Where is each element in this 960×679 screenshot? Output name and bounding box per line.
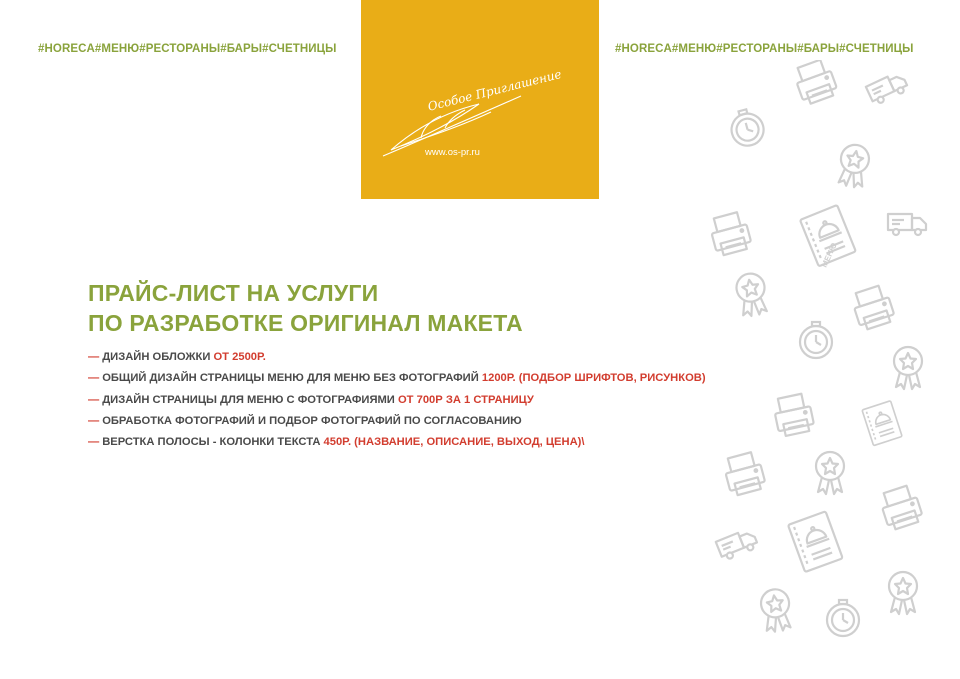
service-text: ВЕРСТКА ПОЛОСЫ - КОЛОНКИ ТЕКСТА (102, 436, 324, 449)
printer-icon (772, 393, 815, 438)
heading-line-1: ПРАЙС-ЛИСТ НА УСЛУГИ (88, 280, 379, 306)
truck-icon (888, 214, 926, 235)
badge-icon (836, 143, 871, 189)
service-text: ДИЗАЙН СТРАНИЦЫ ДЛЯ МЕНЮ С ФОТОГРАФИЯМИ (102, 393, 398, 406)
dash: — (88, 372, 100, 385)
service-text: ДИЗАЙН ОБЛОЖКИ (102, 351, 214, 363)
dash: — (88, 351, 100, 363)
badge-icon (889, 572, 917, 614)
service-item (88, 347, 706, 368)
logo-script-text: Особое Приглашение (426, 67, 563, 114)
hashtags-left: #HORECA#МЕНЮ#РЕСТОРАНЫ#БАРЫ#СЧЕТНИЦЫ (38, 43, 337, 55)
service-item (88, 411, 706, 432)
printer-icon (850, 284, 896, 331)
decorative-icons (700, 60, 950, 660)
service-text: ОБЩИЙ ДИЗАЙН СТРАНИЦЫ МЕНЮ ДЛЯ МЕНЮ БЕЗ ФОТОГРАФИЙ (102, 372, 482, 385)
badge-icon (816, 452, 844, 494)
page-heading (88, 278, 523, 338)
printer-icon (708, 211, 753, 257)
clock-icon (727, 106, 767, 149)
service-item (88, 432, 706, 453)
menu-label: МЕНЮ (819, 241, 839, 269)
clock-icon (800, 322, 832, 358)
hashtags-right: #HORECA#МЕНЮ#РЕСТОРАНЫ#БАРЫ#СЧЕТНИЦЫ (615, 43, 914, 55)
logo-block (361, 0, 599, 199)
logo-url: www.os-pr.ru (425, 147, 480, 158)
service-price: ОТ 2500Р. (213, 351, 266, 363)
truck-icon (866, 71, 909, 106)
menu-book-icon (862, 401, 902, 446)
service-price: 450Р. (НАЗВАНИЕ, ОПИСАНИЕ, ВЫХОД, ЦЕНА)\ (323, 436, 585, 449)
service-text: ОБРАБОТКА ФОТОГРАФИЙ И ПОДБОР ФОТОГРАФИЙ ПО СОГЛАСОВАНИЮ (102, 414, 522, 427)
printer-icon (722, 451, 767, 497)
dash: — (88, 393, 100, 406)
badge-icon (734, 271, 769, 317)
service-price: ОТ 700Р ЗА 1 СТРАНИЦУ (397, 393, 534, 406)
heading-line-2: ПО РАЗРАБОТКЕ ОРИГИНАЛ МАКЕТА (88, 310, 523, 336)
printer-icon (878, 484, 924, 531)
clock-icon (827, 600, 859, 636)
service-item (88, 368, 706, 389)
printer-icon (792, 60, 839, 106)
dash: — (88, 414, 100, 427)
service-item (88, 390, 706, 411)
badge-icon (759, 588, 793, 633)
services-list (88, 347, 706, 453)
dash: — (88, 436, 100, 449)
truck-icon (716, 528, 759, 562)
service-price: 1200Р. (ПОДБОР ШРИФТОВ, РИСУНКОВ) (481, 372, 706, 385)
badge-icon (894, 347, 922, 389)
menu-book-icon (788, 511, 843, 572)
